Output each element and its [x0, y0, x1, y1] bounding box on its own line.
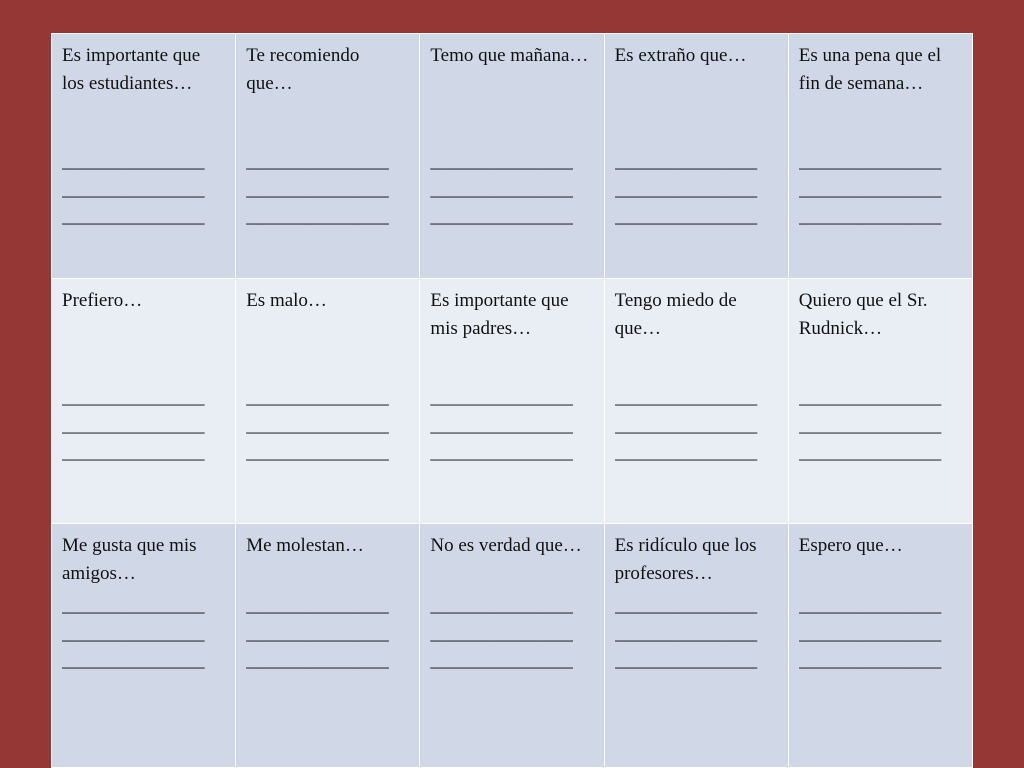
answer-blank-line: _______________ — [430, 387, 573, 408]
answer-blank-line: _______________ — [246, 206, 389, 227]
table-row — [52, 34, 973, 279]
answer-blank-line: _______________ — [614, 650, 758, 671]
answer-blank-line: _______________ — [798, 151, 942, 172]
prompt-cell — [52, 279, 236, 524]
answer-blanks — [246, 384, 409, 467]
prompt-cell — [420, 34, 604, 279]
prompt-text: Es una pena que el fin de semana… — [798, 45, 942, 94]
answer-blank-line: _______________ — [798, 387, 942, 408]
answer-blank-line: _______________ — [430, 650, 573, 671]
prompt-text: Me molestan… — [246, 535, 364, 556]
answer-blank-line: _______________ — [62, 622, 205, 644]
answer-blank-line: _______________ — [614, 206, 758, 227]
answer-blank-line: _______________ — [62, 595, 205, 616]
answer-blank-line: _______________ — [62, 442, 205, 463]
answer-blank-line: _______________ — [246, 650, 389, 671]
prompt-text: Quiero que el Sr. Rudnick… — [798, 290, 928, 339]
prompt-text: Prefiero… — [62, 290, 143, 311]
answer-blank-line: _______________ — [798, 650, 942, 671]
sentence-prompt-table — [51, 33, 973, 768]
prompt-cell — [236, 279, 420, 524]
answer-blank-line: _______________ — [614, 622, 758, 644]
answer-blank-line: _______________ — [798, 595, 942, 616]
answer-blank-line: _______________ — [246, 178, 389, 200]
prompt-cell — [604, 524, 788, 768]
answer-blanks — [430, 592, 593, 675]
prompt-text: Te recomiendo que… — [246, 45, 360, 94]
answer-blank-line: _______________ — [62, 414, 205, 436]
answer-blank-line: _______________ — [430, 622, 573, 644]
answer-blank-line: _______________ — [798, 178, 942, 200]
answer-blank-line: _______________ — [614, 151, 758, 172]
prompt-text: Es importante que mis padres… — [430, 290, 569, 339]
prompt-text: Es importante que los estudiantes… — [62, 45, 201, 94]
answer-blank-line: _______________ — [246, 442, 389, 463]
answer-blank-line: _______________ — [798, 442, 942, 463]
prompt-text: Espero que… — [798, 535, 903, 556]
prompt-cell — [788, 34, 972, 279]
answer-blanks — [615, 592, 778, 675]
answer-blank-line: _______________ — [62, 151, 205, 172]
answer-blanks — [62, 384, 225, 467]
answer-blank-line: _______________ — [246, 595, 389, 616]
answer-blank-line: _______________ — [246, 387, 389, 408]
answer-blank-line: _______________ — [614, 595, 758, 616]
prompt-text: Me gusta que mis amigos… — [62, 535, 197, 584]
prompt-text: Temo que mañana… — [430, 45, 589, 66]
answer-blank-line: _______________ — [62, 387, 205, 408]
prompt-cell — [236, 34, 420, 279]
prompt-cell — [420, 279, 604, 524]
answer-blanks — [62, 592, 225, 675]
prompt-cell — [788, 279, 972, 524]
prompt-cell — [236, 524, 420, 768]
answer-blanks — [799, 592, 962, 675]
prompt-text: Es ridículo que los profesores… — [614, 535, 757, 584]
answer-blank-line: _______________ — [614, 414, 758, 436]
answer-blank-line: _______________ — [430, 151, 573, 172]
answer-blank-line: _______________ — [430, 595, 573, 616]
answer-blanks — [430, 384, 593, 467]
answer-blanks — [246, 148, 409, 231]
answer-blank-line: _______________ — [62, 206, 205, 227]
table-row — [52, 279, 973, 524]
prompt-text: Es malo… — [246, 290, 327, 311]
answer-blanks — [799, 384, 962, 467]
answer-blank-line: _______________ — [614, 178, 758, 200]
answer-blank-line: _______________ — [246, 622, 389, 644]
answer-blank-line: _______________ — [246, 414, 389, 436]
answer-blank-line: _______________ — [614, 387, 758, 408]
prompt-cell — [604, 279, 788, 524]
answer-blank-line: _______________ — [430, 206, 573, 227]
answer-blank-line: _______________ — [798, 622, 942, 644]
answer-blanks — [62, 148, 225, 231]
prompt-cell — [420, 524, 604, 768]
answer-blanks — [246, 592, 409, 675]
prompt-text: No es verdad que… — [430, 535, 582, 556]
answer-blank-line: _______________ — [246, 151, 389, 172]
prompt-text: Es extraño que… — [614, 45, 747, 66]
answer-blanks — [615, 384, 778, 467]
answer-blank-line: _______________ — [798, 206, 942, 227]
answer-blank-line: _______________ — [430, 178, 573, 200]
answer-blanks — [615, 148, 778, 231]
prompt-cell — [52, 34, 236, 279]
prompt-cell — [788, 524, 972, 768]
answer-blank-line: _______________ — [62, 178, 205, 200]
answer-blank-line: _______________ — [798, 414, 942, 436]
answer-blank-line: _______________ — [430, 442, 573, 463]
answer-blank-line: _______________ — [430, 414, 573, 436]
prompt-cell — [52, 524, 236, 768]
answer-blanks — [799, 148, 962, 231]
answer-blank-line: _______________ — [62, 650, 205, 671]
prompt-cell — [604, 34, 788, 279]
table-row — [52, 524, 973, 768]
answer-blanks — [430, 148, 593, 231]
prompt-text: Tengo miedo de que… — [614, 290, 737, 339]
answer-blank-line: _______________ — [614, 442, 758, 463]
